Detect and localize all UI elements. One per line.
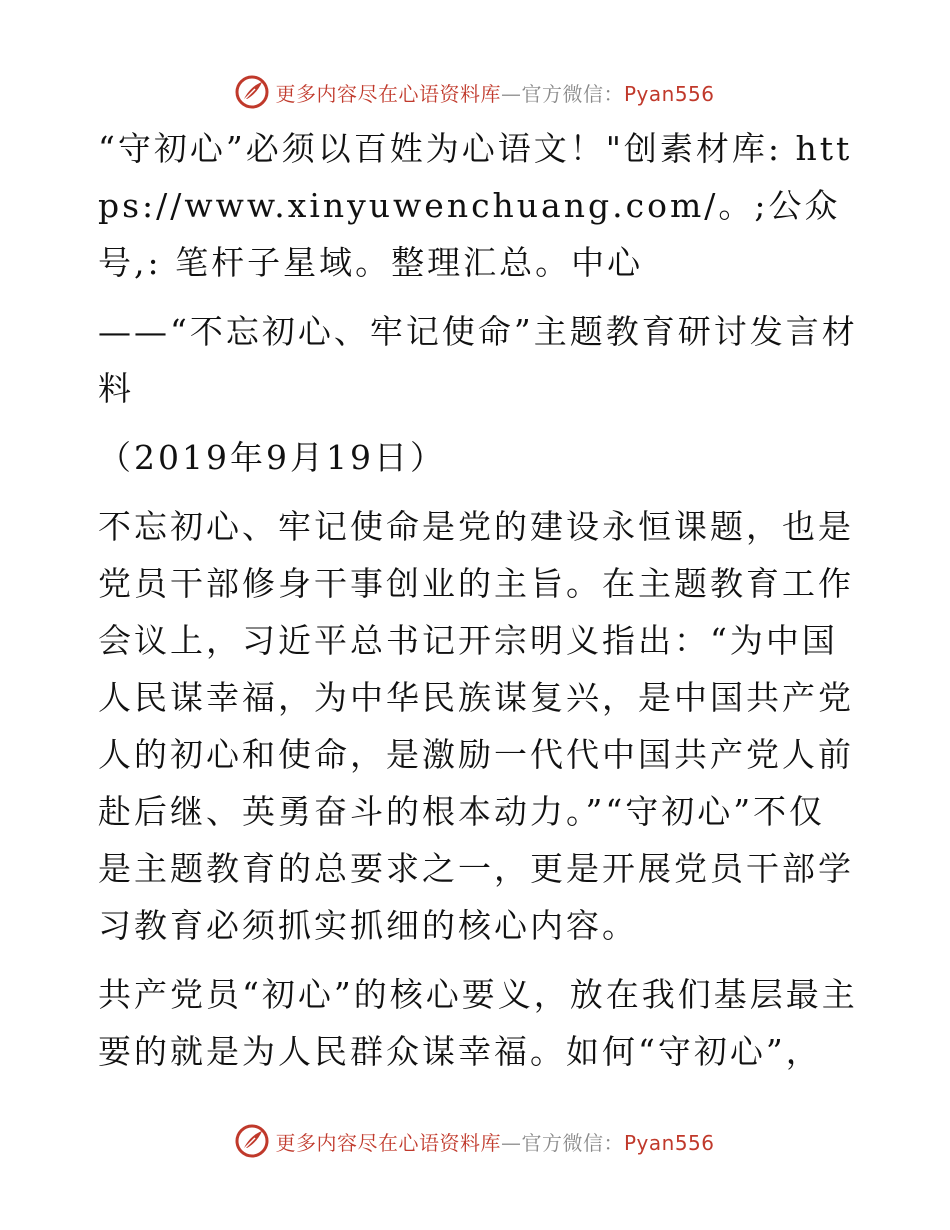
watermark-separator: —	[500, 81, 522, 106]
watermark-official-label: 官方微信：	[521, 81, 624, 106]
subtitle-paragraph: ——“不忘初心、牢记使命”主题教育研讨发言材料	[98, 312, 858, 408]
watermark-banner-bottom	[0, 1121, 950, 1161]
watermark-account: Pyan556	[623, 1130, 715, 1155]
watermark-main-text: 更多内容尽在心语资料库	[275, 1130, 501, 1155]
quill-logo-icon	[235, 1124, 269, 1158]
document-body	[98, 120, 858, 1080]
date-paragraph: （2019年9月19日）	[98, 438, 446, 477]
watermark-account: Pyan556	[623, 81, 715, 106]
watermark-text	[275, 78, 714, 107]
watermark-banner-top	[0, 72, 950, 112]
watermark-group	[235, 1124, 714, 1158]
watermark-main-text: 更多内容尽在心语资料库	[275, 81, 501, 106]
quill-logo-icon	[235, 75, 269, 109]
intro-paragraph: “守初心”必须以百姓为心语文！"创素材库: https://www.xinyuwenchuang.com/。;公众号,: 笔杆子星域。整理汇总。中心	[98, 129, 853, 282]
watermark-official-label: 官方微信：	[521, 1130, 624, 1155]
watermark-group	[235, 75, 714, 109]
body-paragraph-1: 不忘初心、牢记使命是党的建设永恒课题，也是党员干部修身干事创业的主旨。在主题教育工作会议上，习近平总书记开宗明义指出：“为中国人民谋幸福，为中华民族谋复兴，是中国共产党人的初心和使命，是激励一代代中国共产党人前赴后继、英勇奋斗的根本动力。”“守初心”不仅是主题教育的总要求之一，更是开展党员干部学习教育必须抓实抓细的核心内容。	[98, 507, 854, 945]
watermark-text	[275, 1127, 714, 1156]
body-paragraph-2: 共产党员“初心”的核心要义，放在我们基层最主要的就是为人民群众谋幸福。如何“守初心”，	[98, 975, 858, 1071]
watermark-separator: —	[500, 1130, 522, 1155]
